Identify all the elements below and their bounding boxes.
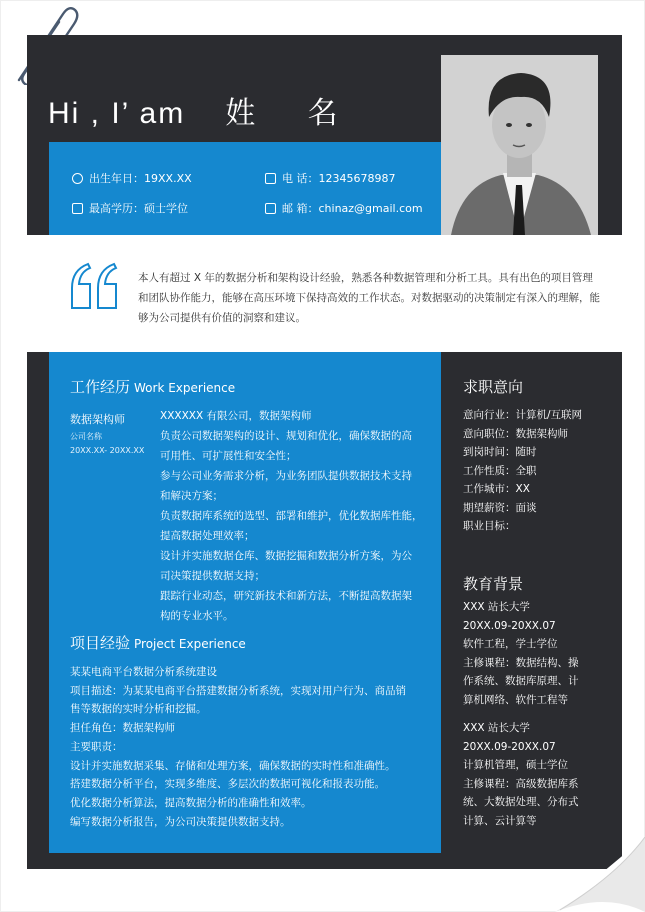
project-description [70,663,432,831]
work-section-title: 工作经历 Work Experience [70,378,236,396]
education-line: 计算、云计算等 [463,814,537,827]
project-line: 某某电商平台数据分析系统建设 [70,666,217,678]
project-line: 主要职责： [70,740,123,753]
basic-info-box [49,142,441,235]
intention-list [463,406,598,536]
education-line: 统、大数据处理、分布式 [463,796,579,808]
phone-icon [265,173,276,184]
intention-title: 求职意向 [463,378,524,396]
work-line: 构的专业水平。 [160,610,234,622]
education-line: XXX 站长大学 [463,601,530,613]
work-line: XXXXXX 有限公司，数据架构师 [160,410,312,422]
education-title: 教育背景 [463,575,524,593]
work-line: 可用性、可扩展性和安全性； [160,450,297,462]
portrait-photo [441,55,598,235]
project-line: 担任角色：数据架构师 [70,722,175,735]
quote-icon [68,262,122,310]
intention-line: 工作城市：XX [463,483,530,495]
education-line: 主修课程：数据结构、操 [463,656,579,669]
education-line: 20XX.09-20XX.07 [463,740,556,753]
intention-line: 期望薪资：面谈 [463,501,537,514]
project-line: 项目描述：为某某电商平台搭建数据分析系统，实现对用户行为、商品销 [70,684,406,697]
education-line: 20XX.09-20XX.07 [463,619,556,632]
education-line: 软件工程，学士学位 [463,638,558,650]
education-line: 主修课程：高级数据库系 [463,777,579,790]
project-line: 设计并实施数据采集、存储和处理方案，确保数据的实时性和准确性。 [70,759,396,772]
intention-line: 意向职位：数据架构师 [463,427,568,440]
project-line: 售等数据的实时分析和挖掘。 [70,703,207,716]
company-label: 公司名称 [70,432,102,441]
work-line: 负责公司数据架构的设计、规划和优化，确保数据的高 [160,430,412,442]
portrait-illustration [441,55,598,235]
graduation-cap-icon [72,203,83,214]
self-introduction: 本人有超过 X 年的数据分析和架构设计经验，熟悉各种数据管理和分析工具。具有出色的项目管理和团队协作能力，能够在高压环境下保持高效的工作状态。对数据驱动的决策制定有深入的理解，能够为公司提供有价值的洞察和建议。 [138,272,600,324]
work-period: 20XX.XX- 20XX.XX [70,446,145,455]
education-line: 算机网络、软件工程等 [463,693,568,706]
education-line: XXX 站长大学 [463,722,530,734]
intention-line: 到岗时间：随时 [463,446,537,458]
work-line: 和解决方案； [160,490,223,502]
work-line: 负责数据库系统的选型、部署和维护，优化数据库性能， [160,510,423,522]
work-line: 提高数据处理效率； [160,530,255,542]
project-section-title: 项目经验 Project Experience [70,634,246,652]
phone-info: 电 话：12345678987 [265,170,395,186]
education-list-2 [463,719,598,830]
work-line: 司决策提供数据支持； [160,570,265,582]
clock-icon [72,173,83,184]
education-line: 计算机管理，硕士学位 [463,759,568,771]
education-list-1 [463,598,598,709]
page-curl-decoration [555,837,645,912]
birth-info: 出生年日：19XX.XX [72,170,192,186]
work-description [160,406,428,626]
project-line: 搭建数据分析平台，实现多维度、多层次的数据可视化和报表功能。 [70,778,385,791]
name-text: 姓 名 [225,97,360,130]
greeting-text: Hi , I’ am [48,97,186,130]
work-line: 跟踪行业动态，研究新技术和新方法，不断提高数据架 [160,590,412,602]
education-line: 作系统、数据库原理、计 [463,675,579,687]
greeting [48,88,360,132]
work-line: 参与公司业务需求分析，为业务团队提供数据技术支持 [160,470,412,482]
job-position: 数据架构师 [70,413,125,426]
envelope-icon [265,203,276,214]
intention-line: 意向行业：计算机/互联网 [463,409,583,421]
intention-line: 职业目标： [463,520,516,532]
education-info: 最高学历：硕士学位 [72,200,188,216]
work-line: 设计并实施数据仓库、数据挖掘和数据分析方案，为公 [160,550,412,562]
project-line: 编写数据分析报告，为公司决策提供数据支持。 [70,815,291,828]
project-line: 优化数据分析算法，提高数据分析的准确性和效率。 [70,796,312,809]
intention-line: 工作性质：全职 [463,464,537,477]
email-info: 邮 箱：chinaz@gmail.com [265,200,423,216]
